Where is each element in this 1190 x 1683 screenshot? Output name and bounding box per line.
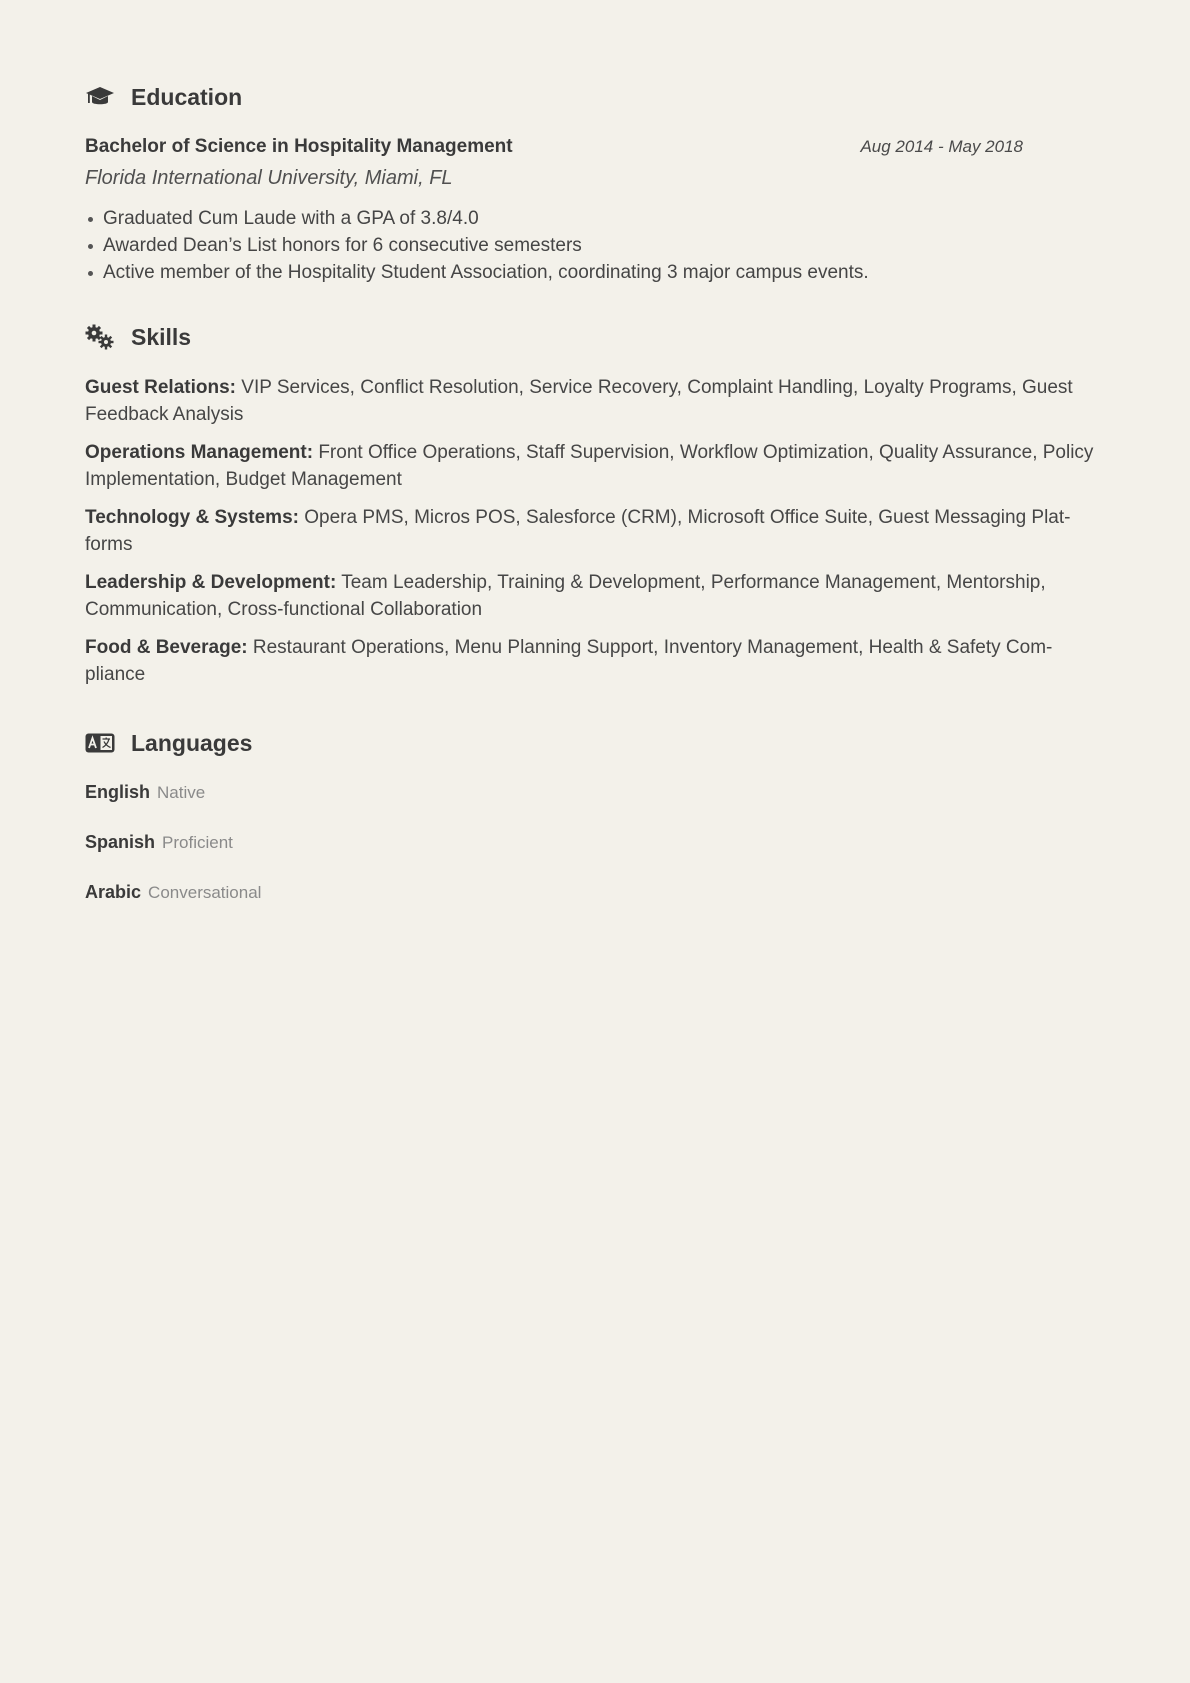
education-header — [85, 80, 1105, 114]
skill-list — [85, 374, 1105, 688]
skill-category: Leadership & Development: — [85, 572, 337, 593]
languages-section — [85, 726, 1105, 931]
graduation-cap-icon — [85, 82, 115, 112]
education-section — [85, 80, 1105, 286]
languages-title: Languages — [131, 729, 253, 756]
education-entry — [85, 136, 1105, 286]
language-name: Arabic — [85, 882, 142, 902]
skills-header — [85, 320, 1105, 354]
language-level: Native — [157, 783, 206, 802]
skill-item — [85, 504, 1105, 558]
skill-category: Technology & Systems: — [85, 507, 299, 528]
language-name: English — [85, 782, 151, 802]
list-item: Active member of the Hospitality Student Association, coordinating 3 major campus events. — [103, 259, 1105, 286]
skill-text: Team Leadership, Training & Development, Performance Management, Mentorship, Communication, Cross-functional Collaboration — [85, 572, 1046, 620]
school-name: Florida International University, Miami, FL — [85, 167, 453, 189]
education-bullets — [85, 205, 1105, 286]
skill-text: Restaurant Operations, Menu Planning Support, Inventory Management, Health & Safety Com-pliance — [85, 637, 1053, 685]
language-name: Spanish — [85, 832, 156, 852]
skills-title: Skills — [131, 323, 192, 350]
language-item — [85, 831, 1105, 881]
skill-item — [85, 374, 1105, 428]
language-level: Proficient — [162, 833, 233, 852]
skill-text: VIP Services, Conflict Resolution, Service Recovery, Complaint Handling, Loyalty Programs, Guest Feedback Analysis — [85, 377, 1073, 425]
education-title: Education — [131, 83, 243, 110]
skill-item — [85, 569, 1105, 623]
language-icon — [85, 728, 115, 758]
skill-category: Operations Management: — [85, 442, 314, 463]
skill-category: Guest Relations: — [85, 377, 236, 398]
skill-item — [85, 439, 1105, 493]
languages-header — [85, 726, 1105, 760]
language-item — [85, 781, 1105, 831]
skill-text: Front Office Operations, Staff Supervision, Workflow Optimization, Quality Assurance, Policy Implementation, Budget Management — [85, 442, 1094, 490]
skill-text: Opera PMS, Micros POS, Salesforce (CRM), Microsoft Office Suite, Guest Messaging Plat-forms — [85, 507, 1071, 555]
education-dates: Aug 2014 - May 2018 — [860, 137, 1023, 156]
gears-icon — [85, 322, 115, 352]
skills-section — [85, 320, 1105, 688]
language-item — [85, 881, 1105, 931]
degree-title: Bachelor of Science in Hospitality Management — [85, 136, 513, 157]
language-list — [85, 781, 1105, 931]
skill-item — [85, 634, 1105, 688]
skill-category: Food & Beverage: — [85, 637, 248, 658]
list-item: Awarded Dean’s List honors for 6 consecutive semesters — [103, 232, 1105, 259]
language-level: Conversational — [148, 883, 262, 902]
list-item: Graduated Cum Laude with a GPA of 3.8/4.0 — [103, 205, 1105, 232]
